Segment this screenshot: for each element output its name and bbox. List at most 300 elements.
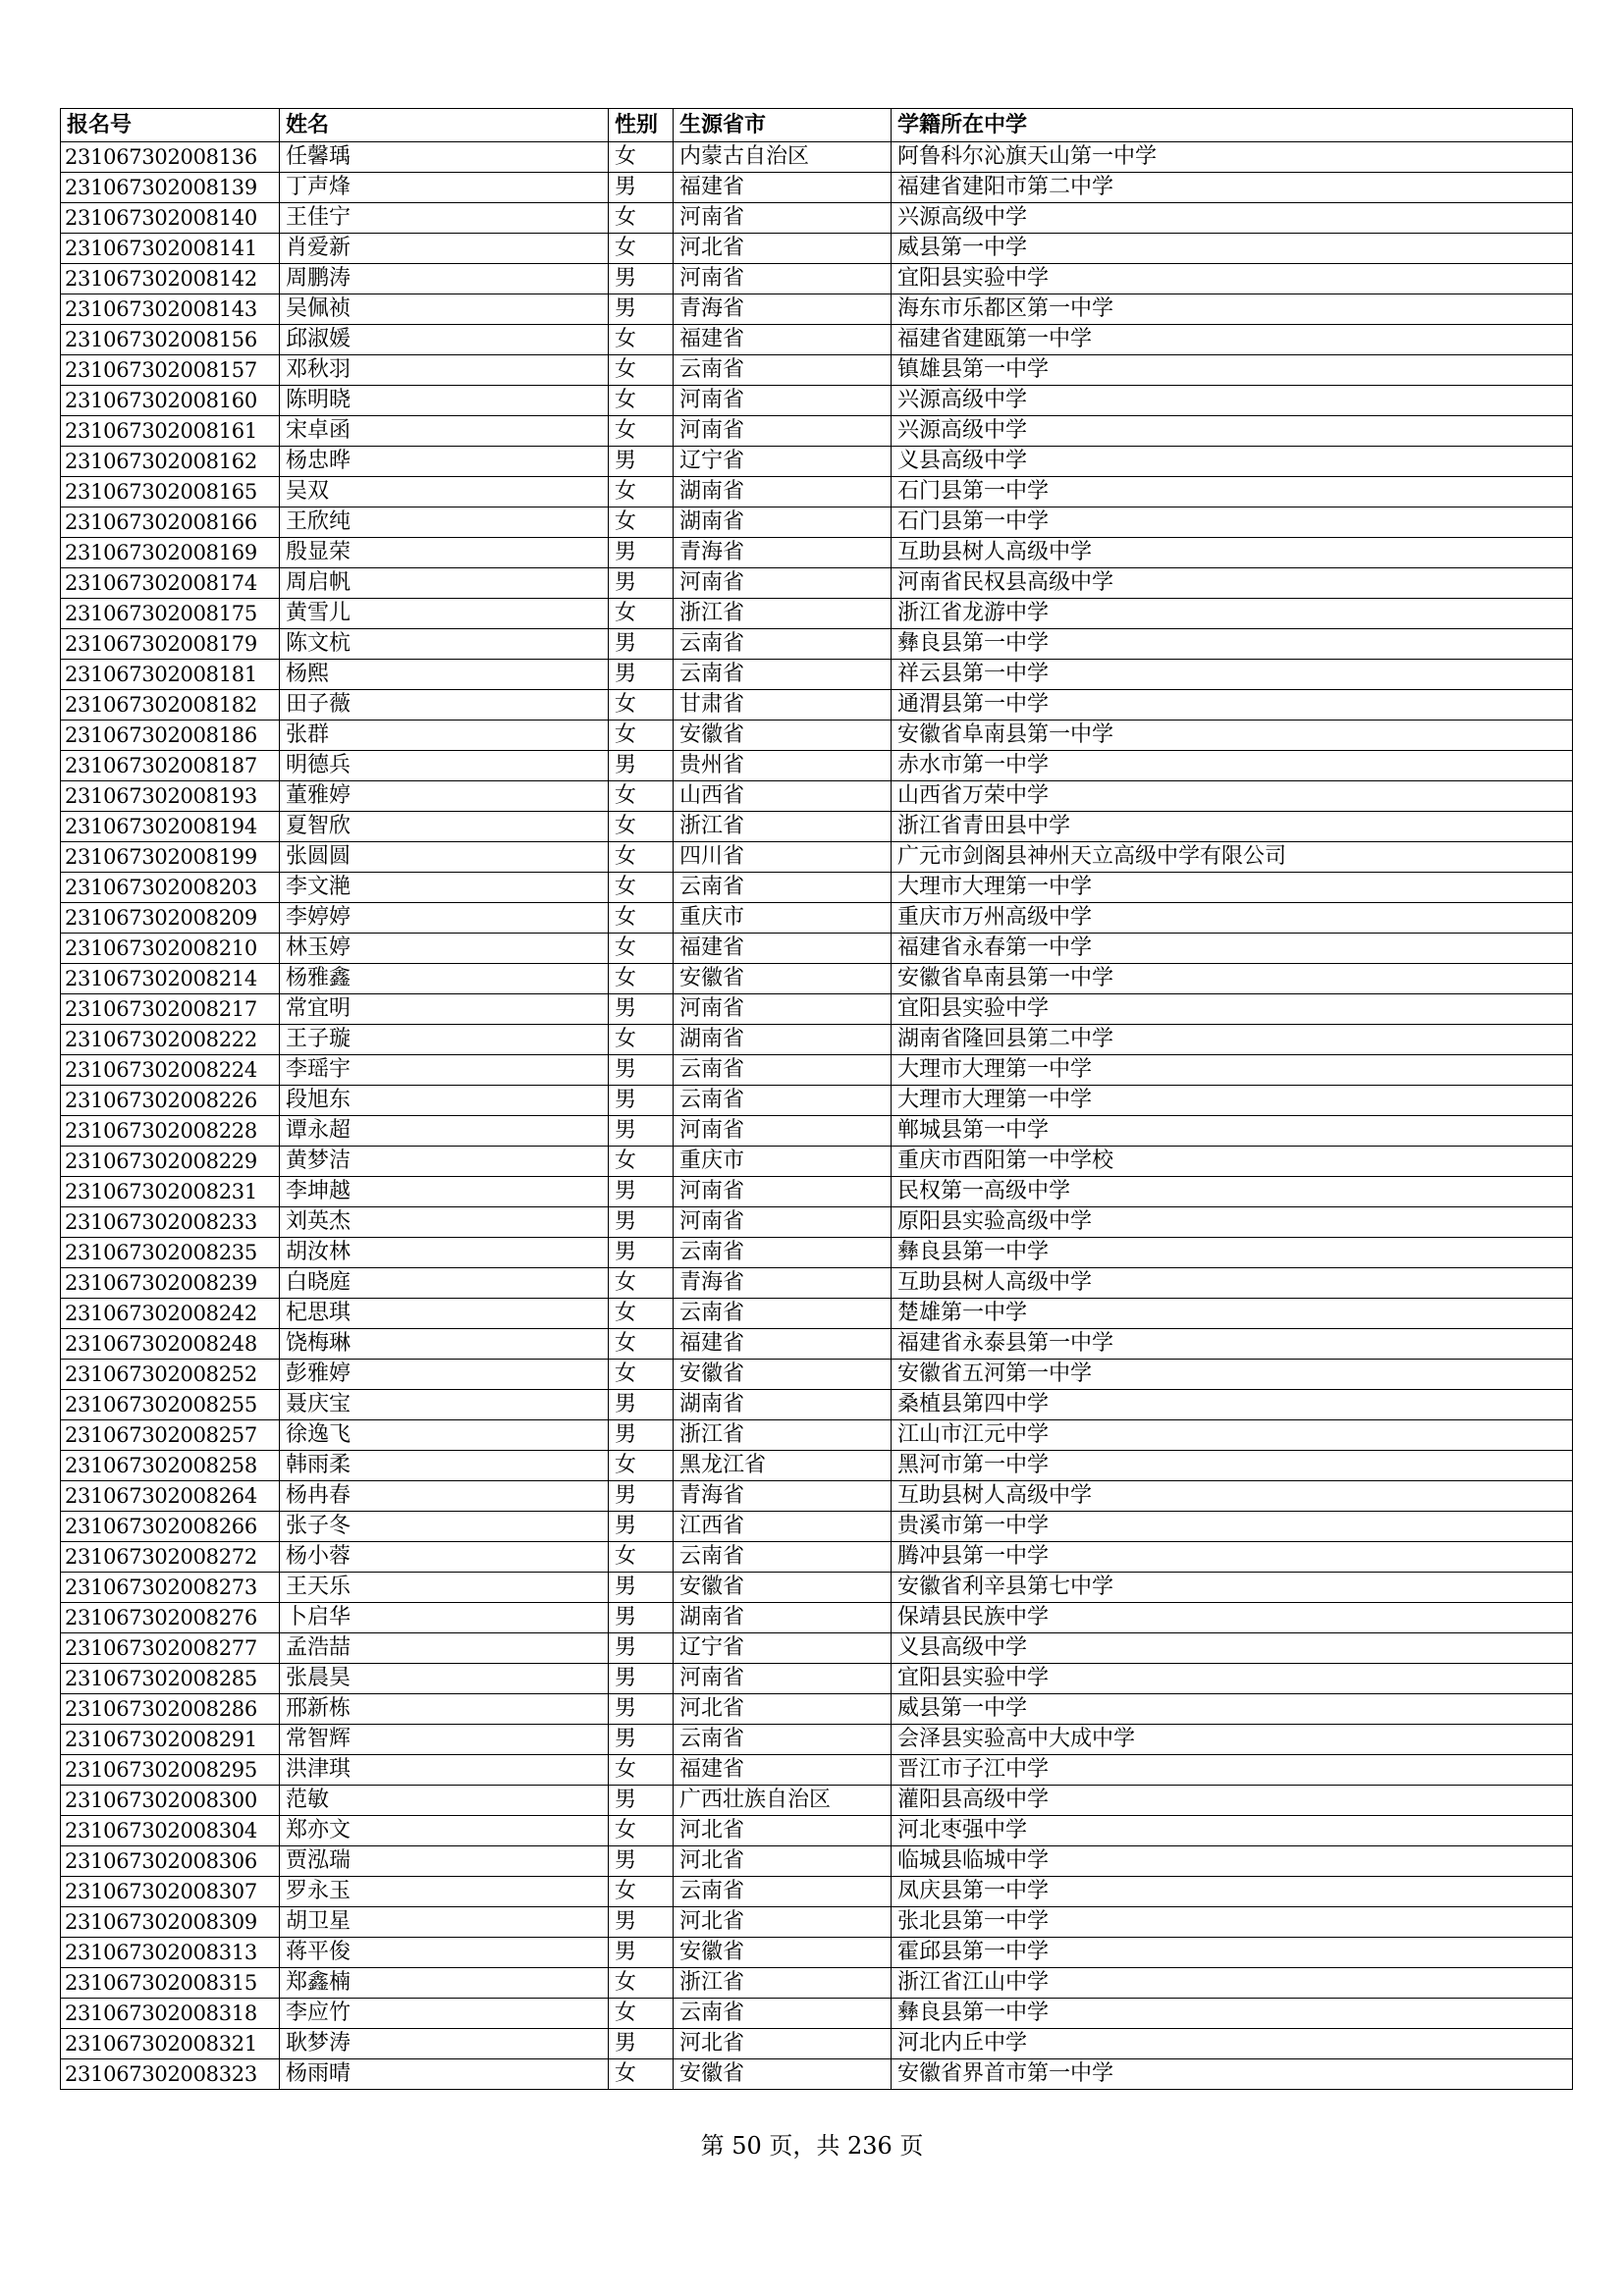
table-row: [61, 477, 1573, 507]
cell-name: 杨冉春: [280, 1481, 609, 1512]
table-row: [61, 1451, 1573, 1481]
cell-name: 杨雨晴: [280, 2059, 609, 2090]
cell-province: 青海省: [674, 1481, 892, 1512]
cell-registration-number: 231067302008193: [61, 781, 280, 812]
cell-gender: 男: [609, 1573, 674, 1603]
cell-registration-number: 231067302008161: [61, 416, 280, 447]
cell-gender: 男: [609, 1725, 674, 1755]
cell-name: 殷显荣: [280, 538, 609, 568]
cell-school: 河北内丘中学: [892, 2029, 1573, 2059]
cell-gender: 男: [609, 538, 674, 568]
cell-province: 云南省: [674, 1055, 892, 1086]
cell-gender: 女: [609, 142, 674, 173]
table-row: [61, 1816, 1573, 1846]
cell-province: 辽宁省: [674, 1633, 892, 1664]
cell-name: 王欣纯: [280, 507, 609, 538]
cell-registration-number: 231067302008242: [61, 1299, 280, 1329]
cell-gender: 女: [609, 721, 674, 751]
cell-name: 吴双: [280, 477, 609, 507]
cell-name: 任馨瑀: [280, 142, 609, 173]
cell-name: 肖爱新: [280, 234, 609, 264]
cell-province: 云南省: [674, 1238, 892, 1268]
cell-province: 河北省: [674, 1907, 892, 1938]
cell-gender: 女: [609, 203, 674, 234]
cell-school: 石门县第一中学: [892, 507, 1573, 538]
table-row: [61, 629, 1573, 660]
cell-registration-number: 231067302008306: [61, 1846, 280, 1877]
cell-registration-number: 231067302008273: [61, 1573, 280, 1603]
cell-school: 保靖县民族中学: [892, 1603, 1573, 1633]
cell-name: 饶梅琳: [280, 1329, 609, 1360]
table-row: [61, 1907, 1573, 1938]
table-row: [61, 1786, 1573, 1816]
cell-registration-number: 231067302008272: [61, 1542, 280, 1573]
cell-name: 常宜明: [280, 994, 609, 1025]
cell-name: 邱淑媛: [280, 325, 609, 355]
table-row: [61, 1664, 1573, 1694]
cell-name: 明德兵: [280, 751, 609, 781]
table-row: [61, 1633, 1573, 1664]
cell-school: 福建省建阳市第二中学: [892, 173, 1573, 203]
header-province: 生源省市: [674, 109, 892, 142]
table-header: [61, 109, 1573, 142]
cell-school: 霍邱县第一中学: [892, 1938, 1573, 1968]
table-row: [61, 1512, 1573, 1542]
cell-school: 福建省永春第一中学: [892, 934, 1573, 964]
cell-school: 重庆市万州高级中学: [892, 903, 1573, 934]
cell-name: 张圆圆: [280, 842, 609, 873]
cell-gender: 女: [609, 2059, 674, 2090]
cell-province: 安徽省: [674, 2059, 892, 2090]
table-row: [61, 416, 1573, 447]
cell-province: 重庆市: [674, 1147, 892, 1177]
table-row: [61, 1481, 1573, 1512]
cell-registration-number: 231067302008286: [61, 1694, 280, 1725]
cell-school: 重庆市酉阳第一中学校: [892, 1147, 1573, 1177]
cell-gender: 女: [609, 386, 674, 416]
table-row: [61, 1116, 1573, 1147]
cell-registration-number: 231067302008217: [61, 994, 280, 1025]
cell-name: 邢新栋: [280, 1694, 609, 1725]
cell-registration-number: 231067302008266: [61, 1512, 280, 1542]
cell-registration-number: 231067302008156: [61, 325, 280, 355]
cell-gender: 男: [609, 1694, 674, 1725]
cell-school: 石门县第一中学: [892, 477, 1573, 507]
table-row: [61, 1999, 1573, 2029]
header-name: 姓名: [280, 109, 609, 142]
cell-registration-number: 231067302008222: [61, 1025, 280, 1055]
cell-province: 甘肃省: [674, 690, 892, 721]
table-row: [61, 1086, 1573, 1116]
table-row: [61, 386, 1573, 416]
table-row: [61, 142, 1573, 173]
cell-name: 田子薇: [280, 690, 609, 721]
cell-school: 阿鲁科尔沁旗天山第一中学: [892, 142, 1573, 173]
table-row: [61, 538, 1573, 568]
cell-gender: 男: [609, 1846, 674, 1877]
cell-registration-number: 231067302008264: [61, 1481, 280, 1512]
table-row: [61, 1877, 1573, 1907]
cell-registration-number: 231067302008235: [61, 1238, 280, 1268]
cell-gender: 女: [609, 1025, 674, 1055]
table-row: [61, 447, 1573, 477]
roster-sheet: [60, 108, 1572, 2090]
cell-school: 贵溪市第一中学: [892, 1512, 1573, 1542]
cell-name: 周启帆: [280, 568, 609, 599]
cell-registration-number: 231067302008255: [61, 1390, 280, 1420]
table-row: [61, 264, 1573, 294]
cell-name: 林玉婷: [280, 934, 609, 964]
cell-gender: 男: [609, 1420, 674, 1451]
cell-registration-number: 231067302008307: [61, 1877, 280, 1907]
header-school: 学籍所在中学: [892, 109, 1573, 142]
cell-school: 通渭县第一中学: [892, 690, 1573, 721]
cell-gender: 女: [609, 1451, 674, 1481]
cell-registration-number: 231067302008276: [61, 1603, 280, 1633]
cell-name: 陈文杭: [280, 629, 609, 660]
table-row: [61, 1360, 1573, 1390]
cell-registration-number: 231067302008231: [61, 1177, 280, 1207]
cell-name: 王子璇: [280, 1025, 609, 1055]
cell-province: 湖南省: [674, 1603, 892, 1633]
header-row: [61, 109, 1573, 142]
cell-name: 董雅婷: [280, 781, 609, 812]
cell-province: 青海省: [674, 1268, 892, 1299]
cell-province: 安徽省: [674, 964, 892, 994]
table-row: [61, 964, 1573, 994]
table-row: [61, 1147, 1573, 1177]
table-row: [61, 690, 1573, 721]
cell-gender: 女: [609, 1877, 674, 1907]
cell-name: 徐逸飞: [280, 1420, 609, 1451]
cell-registration-number: 231067302008179: [61, 629, 280, 660]
cell-gender: 男: [609, 1907, 674, 1938]
cell-gender: 女: [609, 355, 674, 386]
cell-name: 罗永玉: [280, 1877, 609, 1907]
cell-gender: 女: [609, 1542, 674, 1573]
cell-name: 黄梦洁: [280, 1147, 609, 1177]
cell-registration-number: 231067302008318: [61, 1999, 280, 2029]
table-row: [61, 1177, 1573, 1207]
cell-school: 宜阳县实验中学: [892, 264, 1573, 294]
table-row: [61, 1938, 1573, 1968]
cell-province: 福建省: [674, 934, 892, 964]
cell-name: 洪津琪: [280, 1755, 609, 1786]
cell-province: 辽宁省: [674, 447, 892, 477]
cell-school: 桑植县第四中学: [892, 1390, 1573, 1420]
cell-name: 黄雪儿: [280, 599, 609, 629]
cell-name: 李瑶宇: [280, 1055, 609, 1086]
cell-name: 郑鑫楠: [280, 1968, 609, 1999]
table-row: [61, 1390, 1573, 1420]
cell-name: 段旭东: [280, 1086, 609, 1116]
cell-gender: 女: [609, 1329, 674, 1360]
cell-gender: 男: [609, 1664, 674, 1694]
cell-school: 祥云县第一中学: [892, 660, 1573, 690]
cell-gender: 女: [609, 1147, 674, 1177]
cell-name: 胡汝林: [280, 1238, 609, 1268]
cell-registration-number: 231067302008141: [61, 234, 280, 264]
cell-province: 浙江省: [674, 812, 892, 842]
table-row: [61, 812, 1573, 842]
cell-province: 河北省: [674, 1694, 892, 1725]
cell-province: 浙江省: [674, 599, 892, 629]
cell-gender: 男: [609, 1177, 674, 1207]
cell-gender: 男: [609, 994, 674, 1025]
cell-gender: 男: [609, 1207, 674, 1238]
cell-province: 湖南省: [674, 507, 892, 538]
cell-school: 安徽省五河第一中学: [892, 1360, 1573, 1390]
header-registration-number: 报名号: [61, 109, 280, 142]
table-row: [61, 355, 1573, 386]
cell-gender: 女: [609, 964, 674, 994]
table-row: [61, 234, 1573, 264]
cell-school: 浙江省龙游中学: [892, 599, 1573, 629]
cell-name: 韩雨柔: [280, 1451, 609, 1481]
table-row: [61, 1299, 1573, 1329]
cell-registration-number: 231067302008174: [61, 568, 280, 599]
cell-gender: 男: [609, 294, 674, 325]
cell-registration-number: 231067302008139: [61, 173, 280, 203]
cell-registration-number: 231067302008291: [61, 1725, 280, 1755]
cell-province: 河南省: [674, 1116, 892, 1147]
cell-school: 安徽省利辛县第七中学: [892, 1573, 1573, 1603]
cell-school: 义县高级中学: [892, 447, 1573, 477]
cell-name: 白晓庭: [280, 1268, 609, 1299]
cell-school: 大理市大理第一中学: [892, 1055, 1573, 1086]
cell-name: 李坤越: [280, 1177, 609, 1207]
cell-school: 兴源高级中学: [892, 386, 1573, 416]
cell-school: 江山市江元中学: [892, 1420, 1573, 1451]
cell-registration-number: 231067302008224: [61, 1055, 280, 1086]
cell-province: 河南省: [674, 203, 892, 234]
cell-registration-number: 231067302008285: [61, 1664, 280, 1694]
table-row: [61, 1694, 1573, 1725]
cell-registration-number: 231067302008199: [61, 842, 280, 873]
cell-school: 彝良县第一中学: [892, 629, 1573, 660]
cell-province: 云南省: [674, 660, 892, 690]
cell-province: 福建省: [674, 325, 892, 355]
cell-province: 云南省: [674, 873, 892, 903]
cell-registration-number: 231067302008166: [61, 507, 280, 538]
cell-school: 张北县第一中学: [892, 1907, 1573, 1938]
cell-province: 青海省: [674, 294, 892, 325]
cell-school: 民权第一高级中学: [892, 1177, 1573, 1207]
cell-school: 宜阳县实验中学: [892, 1664, 1573, 1694]
table-row: [61, 203, 1573, 234]
cell-school: 赤水市第一中学: [892, 751, 1573, 781]
table-row: [61, 1755, 1573, 1786]
cell-name: 丁声烽: [280, 173, 609, 203]
cell-registration-number: 231067302008214: [61, 964, 280, 994]
cell-school: 广元市剑阁县神州天立高级中学有限公司: [892, 842, 1573, 873]
cell-province: 福建省: [674, 1755, 892, 1786]
cell-name: 张群: [280, 721, 609, 751]
cell-registration-number: 231067302008186: [61, 721, 280, 751]
cell-school: 凤庆县第一中学: [892, 1877, 1573, 1907]
table-body: [61, 142, 1573, 2090]
cell-registration-number: 231067302008210: [61, 934, 280, 964]
cell-gender: 男: [609, 1938, 674, 1968]
cell-name: 郑亦文: [280, 1816, 609, 1846]
cell-province: 山西省: [674, 781, 892, 812]
cell-province: 河南省: [674, 1664, 892, 1694]
table-row: [61, 294, 1573, 325]
cell-gender: 女: [609, 1999, 674, 2029]
cell-school: 威县第一中学: [892, 234, 1573, 264]
cell-province: 安徽省: [674, 721, 892, 751]
cell-gender: 女: [609, 234, 674, 264]
cell-gender: 男: [609, 629, 674, 660]
cell-school: 镇雄县第一中学: [892, 355, 1573, 386]
cell-school: 兴源高级中学: [892, 416, 1573, 447]
cell-registration-number: 231067302008257: [61, 1420, 280, 1451]
cell-name: 周鹏涛: [280, 264, 609, 294]
cell-province: 湖南省: [674, 1025, 892, 1055]
table-row: [61, 599, 1573, 629]
cell-registration-number: 231067302008182: [61, 690, 280, 721]
cell-gender: 女: [609, 1755, 674, 1786]
cell-school: 兴源高级中学: [892, 203, 1573, 234]
cell-name: 宋卓函: [280, 416, 609, 447]
cell-school: 福建省建瓯第一中学: [892, 325, 1573, 355]
table-row: [61, 873, 1573, 903]
cell-name: 杨小蓉: [280, 1542, 609, 1573]
cell-registration-number: 231067302008295: [61, 1755, 280, 1786]
header-gender: 性别: [609, 109, 674, 142]
cell-name: 杨熙: [280, 660, 609, 690]
cell-gender: 女: [609, 477, 674, 507]
cell-name: 杨雅鑫: [280, 964, 609, 994]
table-row: [61, 1573, 1573, 1603]
cell-name: 谭永超: [280, 1116, 609, 1147]
cell-province: 河北省: [674, 2029, 892, 2059]
cell-province: 黑龙江省: [674, 1451, 892, 1481]
cell-school: 义县高级中学: [892, 1633, 1573, 1664]
cell-gender: 男: [609, 447, 674, 477]
table-row: [61, 2029, 1573, 2059]
cell-gender: 女: [609, 934, 674, 964]
cell-school: 彝良县第一中学: [892, 1999, 1573, 2029]
cell-province: 湖南省: [674, 477, 892, 507]
cell-gender: 男: [609, 1055, 674, 1086]
cell-name: 王佳宁: [280, 203, 609, 234]
table-row: [61, 842, 1573, 873]
cell-gender: 男: [609, 2029, 674, 2059]
cell-gender: 男: [609, 1116, 674, 1147]
cell-registration-number: 231067302008165: [61, 477, 280, 507]
cell-gender: 女: [609, 1268, 674, 1299]
cell-school: 郸城县第一中学: [892, 1116, 1573, 1147]
cell-province: 广西壮族自治区: [674, 1786, 892, 1816]
cell-province: 河南省: [674, 416, 892, 447]
cell-registration-number: 231067302008143: [61, 294, 280, 325]
cell-province: 河南省: [674, 994, 892, 1025]
table-row: [61, 1207, 1573, 1238]
cell-registration-number: 231067302008304: [61, 1816, 280, 1846]
cell-school: 浙江省江山中学: [892, 1968, 1573, 1999]
table-row: [61, 1542, 1573, 1573]
cell-school: 腾冲县第一中学: [892, 1542, 1573, 1573]
cell-registration-number: 231067302008160: [61, 386, 280, 416]
cell-province: 内蒙古自治区: [674, 142, 892, 173]
cell-name: 李应竹: [280, 1999, 609, 2029]
cell-province: 福建省: [674, 173, 892, 203]
cell-province: 河南省: [674, 264, 892, 294]
cell-gender: 女: [609, 1816, 674, 1846]
cell-gender: 女: [609, 416, 674, 447]
table-row: [61, 1329, 1573, 1360]
cell-province: 河北省: [674, 234, 892, 264]
cell-registration-number: 231067302008252: [61, 1360, 280, 1390]
cell-province: 浙江省: [674, 1968, 892, 1999]
cell-name: 李婷婷: [280, 903, 609, 934]
table-row: [61, 1055, 1573, 1086]
cell-name: 聂庆宝: [280, 1390, 609, 1420]
table-row: [61, 781, 1573, 812]
cell-registration-number: 231067302008315: [61, 1968, 280, 1999]
cell-registration-number: 231067302008321: [61, 2029, 280, 2059]
cell-province: 云南省: [674, 1542, 892, 1573]
cell-school: 临城县临城中学: [892, 1846, 1573, 1877]
cell-school: 湖南省隆回县第二中学: [892, 1025, 1573, 1055]
cell-school: 黑河市第一中学: [892, 1451, 1573, 1481]
cell-gender: 女: [609, 903, 674, 934]
table-row: [61, 1238, 1573, 1268]
cell-name: 卜启华: [280, 1603, 609, 1633]
cell-school: 灌阳县高级中学: [892, 1786, 1573, 1816]
cell-gender: 女: [609, 812, 674, 842]
cell-province: 云南省: [674, 1086, 892, 1116]
cell-name: 贾泓瑞: [280, 1846, 609, 1877]
cell-gender: 男: [609, 264, 674, 294]
cell-province: 河南省: [674, 568, 892, 599]
cell-gender: 男: [609, 1633, 674, 1664]
table-row: [61, 660, 1573, 690]
cell-province: 湖南省: [674, 1390, 892, 1420]
table-row: [61, 1725, 1573, 1755]
table-row: [61, 721, 1573, 751]
cell-name: 刘英杰: [280, 1207, 609, 1238]
cell-gender: 男: [609, 173, 674, 203]
table-row: [61, 934, 1573, 964]
cell-province: 云南省: [674, 355, 892, 386]
cell-gender: 女: [609, 781, 674, 812]
cell-province: 四川省: [674, 842, 892, 873]
cell-school: 安徽省阜南县第一中学: [892, 721, 1573, 751]
cell-school: 互助县树人高级中学: [892, 1481, 1573, 1512]
cell-registration-number: 231067302008248: [61, 1329, 280, 1360]
cell-province: 河北省: [674, 1846, 892, 1877]
cell-province: 江西省: [674, 1512, 892, 1542]
cell-registration-number: 231067302008140: [61, 203, 280, 234]
cell-registration-number: 231067302008209: [61, 903, 280, 934]
cell-school: 互助县树人高级中学: [892, 538, 1573, 568]
cell-registration-number: 231067302008277: [61, 1633, 280, 1664]
cell-school: 安徽省界首市第一中学: [892, 2059, 1573, 2090]
cell-province: 重庆市: [674, 903, 892, 934]
cell-registration-number: 231067302008233: [61, 1207, 280, 1238]
cell-school: 河北枣强中学: [892, 1816, 1573, 1846]
table-row: [61, 173, 1573, 203]
cell-registration-number: 231067302008162: [61, 447, 280, 477]
cell-name: 耿梦涛: [280, 2029, 609, 2059]
cell-registration-number: 231067302008229: [61, 1147, 280, 1177]
cell-gender: 女: [609, 599, 674, 629]
cell-province: 云南省: [674, 629, 892, 660]
cell-gender: 男: [609, 751, 674, 781]
cell-registration-number: 231067302008142: [61, 264, 280, 294]
